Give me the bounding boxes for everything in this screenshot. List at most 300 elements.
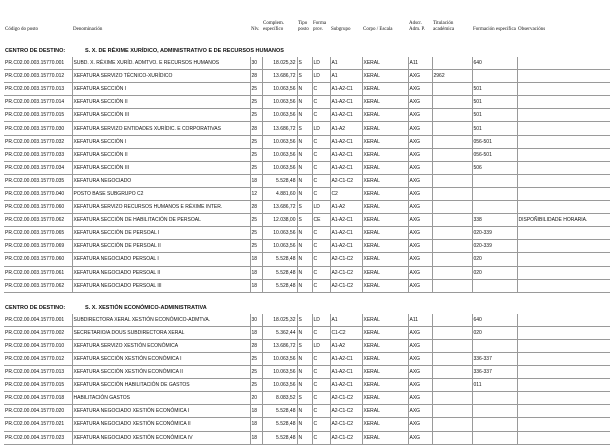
cell-formacion <box>472 70 517 83</box>
cell-observacions <box>517 366 610 379</box>
cell-nivel: 28 <box>250 339 262 352</box>
cell-forma: LD <box>312 339 330 352</box>
cell-tipo: S <box>297 392 312 405</box>
cell-tipo: N <box>297 279 312 292</box>
cell-corpo: XERAL <box>362 83 408 96</box>
cell-subgrupo: A2-C1-C2 <box>330 405 362 418</box>
cell-codigo: PR.C02.00.003.15770.060 <box>4 253 72 266</box>
cell-corpo: XERAL <box>362 279 408 292</box>
cell-codigo: PR.C02.00.003.15770.032 <box>4 135 72 148</box>
cell-nivel: 18 <box>250 405 262 418</box>
cell-observacions <box>517 326 610 339</box>
cell-adscr: AXG <box>408 326 432 339</box>
cell-observacions <box>517 379 610 392</box>
cell-complem: 5.528,48 <box>262 431 297 444</box>
cell-titulacion <box>432 96 472 109</box>
cell-tipo: N <box>297 326 312 339</box>
cell-tipo: S <box>297 70 312 83</box>
cell-complem: 4.881,60 <box>262 187 297 200</box>
cell-titulacion <box>432 214 472 227</box>
cell-subgrupo: A1-A2-C1 <box>330 148 362 161</box>
cell-formacion <box>472 405 517 418</box>
cell-codigo: PR.C02.00.003.15770.060 <box>4 201 72 214</box>
cell-codigo: PR.C02.00.004.15770.020 <box>4 405 72 418</box>
cell-observacions: DISPOÑIBILIDADE HORARIA. <box>517 214 610 227</box>
cell-corpo: XERAL <box>362 57 408 70</box>
cell-codigo: PR.C02.00.003.15770.062 <box>4 279 72 292</box>
cell-codigo: PR.C02.00.003.15770.014 <box>4 96 72 109</box>
cell-complem: 5.528,48 <box>262 405 297 418</box>
cell-forma: C <box>312 253 330 266</box>
cell-complem: 13.686,72 <box>262 70 297 83</box>
cell-denominacion: XEFATURA SECCIÓN XESTIÓN ECONÓMICA II <box>72 366 250 379</box>
cell-corpo: XERAL <box>362 392 408 405</box>
cell-nivel: 25 <box>250 96 262 109</box>
cell-corpo: XERAL <box>362 161 408 174</box>
cell-forma: CE <box>312 214 330 227</box>
cell-forma: LD <box>312 201 330 214</box>
cell-formacion: 056-501 <box>472 148 517 161</box>
cell-subgrupo: A1-A2-C1 <box>330 227 362 240</box>
cell-forma: C <box>312 366 330 379</box>
header-codigo: Código do posto <box>5 26 39 32</box>
cell-forma: C <box>312 83 330 96</box>
cell-formacion <box>472 279 517 292</box>
cell-corpo: XERAL <box>362 352 408 365</box>
cell-denominacion: SUBDIRECTORA XERAL XESTIÓN ECONÓMICO-ADMTVA. <box>72 314 250 327</box>
cell-complem: 5.528,48 <box>262 266 297 279</box>
cell-titulacion <box>432 326 472 339</box>
cell-titulacion: 2962 <box>432 70 472 83</box>
cell-corpo: XERAL <box>362 314 408 327</box>
cell-complem: 12.038,00 <box>262 214 297 227</box>
table-row <box>4 418 610 431</box>
cell-adscr: AXG <box>408 161 432 174</box>
cell-titulacion <box>432 201 472 214</box>
cell-adscr: AXG <box>408 109 432 122</box>
cell-codigo: PR.C02.00.004.15770.013 <box>4 366 72 379</box>
table-row <box>4 96 610 109</box>
cell-complem: 10.063,56 <box>262 227 297 240</box>
cell-observacions <box>517 431 610 444</box>
cell-observacions <box>517 57 610 70</box>
cell-forma: C <box>312 135 330 148</box>
cell-denominacion: SUBD. X. RÉXIME XURÍD. ADMTVO. E RECURSOS HUMANOS <box>72 57 250 70</box>
table-row <box>4 148 610 161</box>
cell-codigo: PR.C02.00.003.15770.013 <box>4 83 72 96</box>
cell-observacions <box>517 227 610 240</box>
header-adscr: Adscr. Adm. P. <box>409 21 425 32</box>
table-row <box>4 161 610 174</box>
cell-corpo: XERAL <box>362 431 408 444</box>
table-row <box>4 253 610 266</box>
cell-forma: C <box>312 326 330 339</box>
cell-codigo: PR.C02.00.003.15770.062 <box>4 214 72 227</box>
cell-nivel: 18 <box>250 266 262 279</box>
header-subgrupo: Subgrupo <box>331 26 351 32</box>
cell-subgrupo: A1-A2-C1 <box>330 379 362 392</box>
cell-denominacion: SECRETARIO/A DOUS SUBDIRECTORA XERAL <box>72 326 250 339</box>
cell-forma: C <box>312 227 330 240</box>
cell-nivel: 18 <box>250 253 262 266</box>
cell-forma: LD <box>312 122 330 135</box>
cell-denominacion: XEFATURA NEGOCIADO XESTIÓN ECONÓMICA II <box>72 418 250 431</box>
centro-destino-label: CENTRO DE DESTINO: <box>5 48 66 54</box>
table-row <box>4 57 610 70</box>
cell-tipo: N <box>297 431 312 444</box>
cell-subgrupo: A1-A2-C1 <box>330 214 362 227</box>
centro-destino-name: S. X. DE RÉXIME XURÍDICO, ADMINISTRATIVO E DE RECURSOS HUMANOS <box>85 48 284 54</box>
cell-observacions <box>517 352 610 365</box>
cell-nivel: 28 <box>250 122 262 135</box>
table-row <box>4 339 610 352</box>
cell-denominacion: XEFATURA SECCIÓN HABILITACIÓN DE GASTOS <box>72 379 250 392</box>
cell-codigo: PR.C02.00.003.15770.035 <box>4 174 72 187</box>
cell-adscr: AXG <box>408 148 432 161</box>
cell-observacions <box>517 83 610 96</box>
cell-corpo: XERAL <box>362 187 408 200</box>
cell-corpo: XERAL <box>362 174 408 187</box>
cell-formacion <box>472 201 517 214</box>
section-header <box>4 299 610 314</box>
cell-complem: 10.063,56 <box>262 379 297 392</box>
cell-nivel: 28 <box>250 70 262 83</box>
cell-tipo: N <box>297 379 312 392</box>
cell-corpo: XERAL <box>362 240 408 253</box>
cell-denominacion: XEFATURA NEGOCIADO XESTIÓN ECONÓMICA IV <box>72 431 250 444</box>
cell-titulacion <box>432 418 472 431</box>
cell-forma: C <box>312 405 330 418</box>
cell-complem: 10.063,56 <box>262 240 297 253</box>
header-forma: Forma prov. <box>313 21 327 32</box>
cell-formacion: 011 <box>472 379 517 392</box>
cell-subgrupo: A1-A2-C1 <box>330 96 362 109</box>
cell-titulacion <box>432 122 472 135</box>
cell-titulacion <box>432 405 472 418</box>
cell-tipo: N <box>297 253 312 266</box>
cell-nivel: 30 <box>250 57 262 70</box>
cell-complem: 10.063,56 <box>262 161 297 174</box>
cell-tipo: N <box>297 352 312 365</box>
cell-nivel: 12 <box>250 187 262 200</box>
cell-adscr: A11 <box>408 314 432 327</box>
cell-corpo: XERAL <box>362 253 408 266</box>
cell-observacions <box>517 279 610 292</box>
table-row <box>4 240 610 253</box>
cell-nivel: 25 <box>250 379 262 392</box>
cell-denominacion: XEFATURA SECCIÓN DE HABILITACIÓN DE PERSOAL <box>72 214 250 227</box>
cell-adscr: AXG <box>408 187 432 200</box>
cell-formacion: 640 <box>472 314 517 327</box>
cell-subgrupo: A1-A2 <box>330 201 362 214</box>
cell-adscr: AXG <box>408 266 432 279</box>
cell-nivel: 18 <box>250 326 262 339</box>
cell-subgrupo: A1-A2-C1 <box>330 135 362 148</box>
cell-nivel: 28 <box>250 201 262 214</box>
cell-observacions <box>517 187 610 200</box>
cell-forma: LD <box>312 314 330 327</box>
cell-forma: C <box>312 161 330 174</box>
cell-titulacion <box>432 187 472 200</box>
cell-corpo: XERAL <box>362 405 408 418</box>
cell-complem: 5.362,44 <box>262 326 297 339</box>
cell-denominacion: XEFATURA SECCIÓN DE PERSOAL II <box>72 240 250 253</box>
cell-adscr: AXG <box>408 122 432 135</box>
cell-subgrupo: C2 <box>330 187 362 200</box>
table-row <box>4 392 610 405</box>
cell-complem: 13.686,72 <box>262 201 297 214</box>
cell-formacion: 338 <box>472 214 517 227</box>
cell-formacion: 020-339 <box>472 227 517 240</box>
cell-adscr: AXG <box>408 135 432 148</box>
cell-corpo: XERAL <box>362 326 408 339</box>
cell-subgrupo: A1-A2-C1 <box>330 240 362 253</box>
cell-denominacion: XEFATURA SECCIÓN I <box>72 135 250 148</box>
table-row <box>4 135 610 148</box>
cell-denominacion: XEFATURA NEGOCIADO PERSOAL I <box>72 253 250 266</box>
cell-denominacion: XEFATURA SECCIÓN III <box>72 109 250 122</box>
cell-tipo: S <box>297 201 312 214</box>
cell-titulacion <box>432 148 472 161</box>
table-row <box>4 266 610 279</box>
cell-forma: C <box>312 187 330 200</box>
cell-complem: 5.528,48 <box>262 174 297 187</box>
table-row <box>4 227 610 240</box>
table-row <box>4 187 610 200</box>
cell-observacions <box>517 253 610 266</box>
cell-nivel: 25 <box>250 161 262 174</box>
header-complem: Complem. específico <box>263 21 284 32</box>
cell-adscr: AXG <box>408 431 432 444</box>
cell-adscr: AXG <box>408 379 432 392</box>
cell-adscr: AXG <box>408 418 432 431</box>
cell-corpo: XERAL <box>362 70 408 83</box>
cell-corpo: XERAL <box>362 339 408 352</box>
cell-nivel: 18 <box>250 174 262 187</box>
cell-formacion <box>472 339 517 352</box>
cell-tipo: S <box>297 339 312 352</box>
cell-corpo: XERAL <box>362 201 408 214</box>
cell-complem: 13.686,72 <box>262 339 297 352</box>
cell-adscr: AXG <box>408 392 432 405</box>
cell-observacions <box>517 135 610 148</box>
cell-titulacion <box>432 135 472 148</box>
cell-complem: 10.063,56 <box>262 135 297 148</box>
cell-codigo: PR.C02.00.004.15770.015 <box>4 379 72 392</box>
cell-formacion <box>472 431 517 444</box>
cell-forma: C <box>312 392 330 405</box>
cell-nivel: 25 <box>250 366 262 379</box>
cell-adscr: AXG <box>408 174 432 187</box>
cell-titulacion <box>432 109 472 122</box>
cell-nivel: 18 <box>250 431 262 444</box>
cell-tipo: N <box>297 405 312 418</box>
cell-complem: 10.063,56 <box>262 109 297 122</box>
cell-nivel: 18 <box>250 418 262 431</box>
cell-codigo: PR.C02.00.003.15770.030 <box>4 122 72 135</box>
cell-tipo: N <box>297 366 312 379</box>
cell-adscr: AXG <box>408 83 432 96</box>
cell-denominacion: XEFATURA SECCIÓN II <box>72 148 250 161</box>
cell-forma: C <box>312 109 330 122</box>
cell-codigo: PR.C02.00.003.15770.034 <box>4 161 72 174</box>
cell-tipo: N <box>297 240 312 253</box>
table-row <box>4 83 610 96</box>
table-row <box>4 366 610 379</box>
section-header <box>4 42 610 57</box>
cell-codigo: PR.C02.00.004.15770.010 <box>4 339 72 352</box>
cell-observacions <box>517 109 610 122</box>
cell-nivel: 20 <box>250 392 262 405</box>
cell-titulacion <box>432 161 472 174</box>
cell-codigo: PR.C02.00.004.15770.001 <box>4 314 72 327</box>
cell-nivel: 30 <box>250 314 262 327</box>
cell-subgrupo: A1 <box>330 70 362 83</box>
cell-formacion: 501 <box>472 109 517 122</box>
header-nivel: Nlv. <box>251 26 260 32</box>
cell-denominacion: XEFATURA SECCIÓN XESTIÓN ECONÓMICA I <box>72 352 250 365</box>
cell-denominacion: XEFATURA SECCIÓN II <box>72 96 250 109</box>
cell-corpo: XERAL <box>362 227 408 240</box>
cell-complem: 10.063,56 <box>262 96 297 109</box>
cell-observacions <box>517 405 610 418</box>
cell-tipo: N <box>297 187 312 200</box>
cell-complem: 5.528,48 <box>262 279 297 292</box>
section-header-cell <box>4 42 610 57</box>
cell-codigo: PR.C02.00.004.15770.002 <box>4 326 72 339</box>
cell-tipo: N <box>297 109 312 122</box>
cell-subgrupo: A1-A2-C1 <box>330 352 362 365</box>
cell-complem: 5.528,48 <box>262 418 297 431</box>
cell-adscr: AXG <box>408 253 432 266</box>
cell-formacion: 020-339 <box>472 240 517 253</box>
header-tipo: Tipo posto <box>298 21 309 32</box>
cell-observacions <box>517 339 610 352</box>
cell-adscr: A11 <box>408 57 432 70</box>
cell-formacion: 056-501 <box>472 135 517 148</box>
cell-forma: C <box>312 352 330 365</box>
cell-corpo: XERAL <box>362 122 408 135</box>
cell-tipo: N <box>297 227 312 240</box>
table-row <box>4 405 610 418</box>
cell-codigo: PR.C02.00.003.15770.065 <box>4 227 72 240</box>
cell-denominacion: XEFATURA NEGOCIADO XESTIÓN ECONÓMICA I <box>72 405 250 418</box>
cell-titulacion <box>432 240 472 253</box>
cell-observacions <box>517 122 610 135</box>
cell-adscr: AXG <box>408 214 432 227</box>
cell-complem: 18.025,32 <box>262 57 297 70</box>
cell-forma: C <box>312 266 330 279</box>
cell-subgrupo: A1-A2-C1 <box>330 366 362 379</box>
cell-complem: 10.063,56 <box>262 148 297 161</box>
table-row <box>4 279 610 292</box>
cell-titulacion <box>432 339 472 352</box>
cell-complem: 10.063,56 <box>262 366 297 379</box>
cell-tipo: S <box>297 214 312 227</box>
cell-codigo: PR.C02.00.003.15770.040 <box>4 187 72 200</box>
cell-titulacion <box>432 352 472 365</box>
cell-nivel: 18 <box>250 279 262 292</box>
cell-adscr: AXG <box>408 405 432 418</box>
cell-codigo: PR.C02.00.004.15770.021 <box>4 418 72 431</box>
cell-adscr: AXG <box>408 279 432 292</box>
cell-formacion <box>472 187 517 200</box>
cell-subgrupo: A2-C1-C2 <box>330 174 362 187</box>
cell-subgrupo: C1-C2 <box>330 326 362 339</box>
cell-adscr: AXG <box>408 227 432 240</box>
cell-tipo: N <box>297 96 312 109</box>
table-row <box>4 109 610 122</box>
cell-titulacion <box>432 366 472 379</box>
table-row <box>4 352 610 365</box>
cell-corpo: XERAL <box>362 418 408 431</box>
table-row <box>4 174 610 187</box>
cell-observacions <box>517 96 610 109</box>
cell-codigo: PR.C02.00.003.15770.033 <box>4 148 72 161</box>
cell-formacion: 501 <box>472 83 517 96</box>
cell-complem: 10.063,56 <box>262 83 297 96</box>
cell-formacion: 336-337 <box>472 352 517 365</box>
cell-observacions <box>517 201 610 214</box>
cell-tipo: N <box>297 161 312 174</box>
cell-denominacion: XEFATURA NEGOCIADO <box>72 174 250 187</box>
cell-forma: C <box>312 148 330 161</box>
cell-subgrupo: A1-A2 <box>330 339 362 352</box>
cell-subgrupo: A2-C1-C2 <box>330 279 362 292</box>
posts-table <box>4 42 610 445</box>
cell-subgrupo: A1-A2-C1 <box>330 109 362 122</box>
cell-codigo: PR.C02.00.003.15770.012 <box>4 70 72 83</box>
table-row <box>4 214 610 227</box>
cell-corpo: XERAL <box>362 148 408 161</box>
table-row <box>4 314 610 327</box>
cell-formacion: 020 <box>472 326 517 339</box>
cell-corpo: XERAL <box>362 214 408 227</box>
header-denominacion: Denominación <box>73 26 103 32</box>
cell-subgrupo: A2-C1-C2 <box>330 253 362 266</box>
cell-corpo: XERAL <box>362 109 408 122</box>
cell-formacion <box>472 174 517 187</box>
cell-titulacion <box>432 279 472 292</box>
cell-adscr: AXG <box>408 339 432 352</box>
cell-observacions <box>517 161 610 174</box>
cell-subgrupo: A2-C1-C2 <box>330 392 362 405</box>
cell-subgrupo: A1-A2 <box>330 122 362 135</box>
centro-destino-label: CENTRO DE DESTINO: <box>5 304 66 311</box>
cell-formacion: 336-337 <box>472 366 517 379</box>
cell-codigo: PR.C02.00.004.15770.018 <box>4 392 72 405</box>
header-observacions: Observacións <box>518 26 546 32</box>
table-row <box>4 70 610 83</box>
header-titulacion: Titulación académica <box>433 21 455 32</box>
posts-table-body <box>4 42 610 444</box>
cell-observacions <box>517 148 610 161</box>
cell-titulacion <box>432 314 472 327</box>
cell-forma: C <box>312 96 330 109</box>
cell-formacion: 020 <box>472 253 517 266</box>
cell-tipo: N <box>297 418 312 431</box>
cell-complem: 8.083,52 <box>262 392 297 405</box>
cell-formacion: 501 <box>472 122 517 135</box>
cell-denominacion: XEFATURA SERVIZO RECURSOS HUMANOS E RÉXIME INTER. <box>72 201 250 214</box>
column-header-table <box>4 8 610 32</box>
cell-tipo: S <box>297 57 312 70</box>
cell-codigo: PR.C02.00.004.15770.012 <box>4 352 72 365</box>
centro-destino-name: S. X. XESTIÓN ECONÓMICO-ADMINISTRATIVA <box>85 304 207 311</box>
cell-titulacion <box>432 174 472 187</box>
cell-corpo: XERAL <box>362 379 408 392</box>
cell-tipo: N <box>297 83 312 96</box>
